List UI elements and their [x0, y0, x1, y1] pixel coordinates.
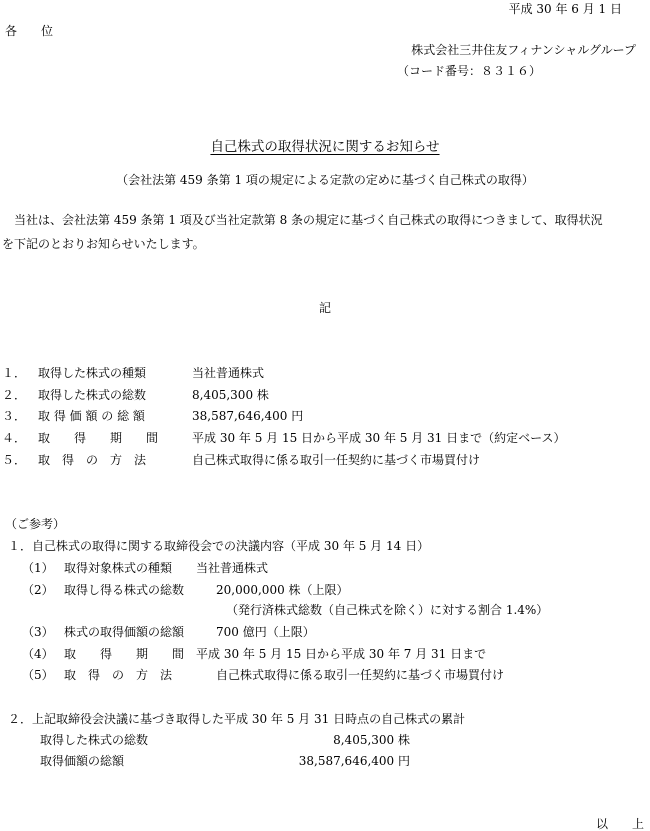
- detail-row: [22, 669, 504, 681]
- detail-value: （発行済株式総数（自己株式を除く）に対する割合 1.4%）: [226, 603, 549, 617]
- detail-number: （4）: [22, 647, 54, 661]
- detail-number: （1）: [22, 561, 54, 575]
- total-value: 38,587,646,400 円: [298, 754, 410, 768]
- closing-mark: 以 上: [595, 817, 644, 831]
- detail-value: 自己株式取得に係る取引一任契約に基づく市場買付け: [216, 668, 505, 682]
- date: 平成 30 年 6 月 1 日: [508, 2, 622, 16]
- reference-section-1-heading: １．自己株式の取得に関する取締役会での決議内容（平成 30 年 5 月 14 日）: [8, 539, 430, 553]
- total-label: 取得価額の総額: [40, 754, 125, 768]
- item-value: 38,587,646,400 円: [192, 409, 304, 423]
- list-item: [2, 410, 303, 422]
- item-label: 取得した株式の総数: [38, 388, 147, 402]
- item-number: ４．: [2, 431, 27, 445]
- reference-section-2-heading: ２．上記取締役会決議に基づき取得した平成 30 年 5 月 31 日時点の自己株式の累計: [8, 712, 466, 726]
- item-number: ５．: [2, 453, 27, 467]
- item-value: 当社普通株式: [192, 366, 265, 380]
- detail-label: 取 得 の 方 法: [64, 668, 173, 682]
- total-value-wrap: [333, 734, 410, 746]
- list-item: [2, 389, 269, 401]
- list-item: [2, 454, 480, 466]
- list-item: [2, 367, 264, 379]
- reference-heading: （ご参考）: [5, 517, 66, 531]
- ki-marker: 記: [318, 301, 331, 315]
- detail-row: [22, 562, 268, 574]
- item-value: 8,405,300 株: [192, 388, 269, 402]
- intro-line-1: 当社は、会社法第 459 条第 1 項及び当社定款第 8 条の規定に基づく自己株式の取得につきまして、取得状況: [14, 213, 603, 227]
- item-value: 平成 30 年 5 月 15 日から平成 30 年 5 月 31 日まで（約定ベース）: [192, 431, 566, 445]
- securities-code: （コード番号：８３１６）: [397, 64, 542, 78]
- list-item: [2, 432, 566, 444]
- detail-value: 20,000,000 株（上限）: [216, 583, 349, 597]
- detail-row: [22, 648, 486, 660]
- detail-label: 取 得 期 間: [64, 647, 185, 661]
- detail-label: 取得し得る株式の総数: [64, 583, 185, 597]
- item-label: 取 得 の 方 法: [38, 453, 147, 467]
- item-label: 取得した株式の種類: [38, 366, 147, 380]
- item-value: 自己株式取得に係る取引一任契約に基づく市場買付け: [192, 453, 481, 467]
- document-subtitle: （会社法第 459 条第 1 項の規定による定款の定めに基づく自己株式の取得）: [116, 173, 534, 187]
- detail-value: 当社普通株式: [196, 561, 269, 575]
- total-value: 8,405,300 株: [333, 733, 410, 747]
- detail-row-note: [226, 604, 548, 616]
- detail-row: [22, 626, 315, 638]
- total-value-wrap: [299, 755, 410, 767]
- total-row: [40, 734, 148, 746]
- detail-value: 700 億円（上限）: [216, 625, 315, 639]
- detail-number: （3）: [22, 625, 54, 639]
- document-title: 自己株式の取得状況に関するお知らせ: [210, 139, 440, 155]
- item-label: 取 得 期 間: [38, 431, 159, 445]
- item-label: 取 得 価 額 の 総 額: [38, 409, 145, 423]
- detail-number: （2）: [22, 583, 54, 597]
- item-number: ２．: [2, 388, 27, 402]
- item-number: ３．: [2, 409, 27, 423]
- detail-row: [22, 584, 349, 596]
- detail-value: 平成 30 年 5 月 15 日から平成 30 年 7 月 31 日まで: [196, 647, 487, 661]
- detail-label: 株式の取得価額の総額: [64, 625, 185, 639]
- addressee: 各 位: [5, 24, 54, 38]
- detail-label: 取得対象株式の種類: [64, 561, 173, 575]
- total-row: [40, 755, 124, 767]
- company-name: 株式会社三井住友フィナンシャルグループ: [411, 43, 636, 57]
- item-number: １．: [2, 366, 27, 380]
- total-label: 取得した株式の総数: [40, 733, 149, 747]
- detail-number: （5）: [22, 668, 54, 682]
- intro-line-2: を下記のとおりお知らせいたします。: [2, 237, 205, 251]
